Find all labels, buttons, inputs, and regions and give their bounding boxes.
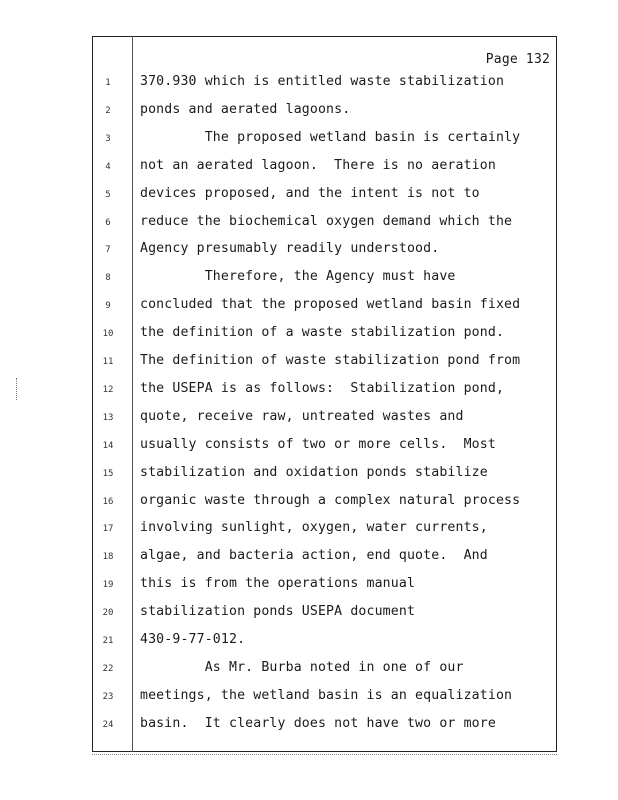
transcript-line (92, 269, 552, 289)
transcript-line (92, 465, 552, 485)
transcript-line (92, 381, 552, 401)
line-number: 22 (102, 663, 114, 674)
transcript-line (92, 186, 552, 206)
transcript-line (92, 214, 552, 234)
line-text: organic waste through a complex natural process (140, 492, 521, 508)
line-text: meetings, the wetland basin is an equalization (140, 687, 513, 703)
line-number: 4 (105, 161, 111, 172)
line-text: 370.930 which is entitled waste stabilization (140, 74, 505, 89)
line-text: this is from the operations manual (140, 576, 416, 592)
line-number: 15 (102, 468, 114, 479)
line-number: 11 (102, 357, 114, 367)
line-number: 3 (105, 133, 111, 144)
transcript-line (92, 241, 552, 261)
transcript-line (92, 520, 552, 540)
line-text: reduce the biochemical oxygen demand which the (140, 213, 513, 229)
line-text: ponds and aerated lagoons. (140, 101, 351, 117)
line-number: 1 (105, 78, 111, 88)
transcript-line (92, 297, 552, 317)
line-text: basin. It clearly does not have two or more (140, 715, 496, 731)
line-number: 19 (102, 580, 114, 591)
line-text: Agency presumably readily understood. (140, 241, 440, 257)
transcript-line (92, 604, 552, 624)
transcript-line (92, 130, 552, 150)
transcript-line (92, 576, 552, 596)
line-number: 24 (102, 719, 114, 730)
line-number: 12 (102, 384, 114, 395)
line-number: 23 (102, 691, 114, 702)
transcript-line (92, 493, 552, 513)
line-number: 18 (102, 552, 114, 563)
line-number: 7 (105, 245, 111, 256)
line-text: not an aerated lagoon. There is no aeration (140, 157, 496, 173)
scan-artifact-mark (16, 378, 19, 400)
line-text: devices proposed, and the intent is not to (140, 185, 480, 201)
transcript-line (92, 437, 552, 457)
line-number: 17 (102, 524, 114, 535)
line-number: 5 (105, 189, 111, 200)
bottom-rule (92, 754, 557, 755)
line-number: 6 (105, 217, 111, 228)
line-number: 14 (102, 440, 114, 451)
line-number: 20 (102, 608, 114, 619)
page-number: Page 132 (485, 52, 550, 67)
transcript-line (92, 688, 552, 708)
transcript-line (92, 158, 552, 178)
line-text: stabilization and oxidation ponds stabilize (140, 464, 488, 480)
line-text: quote, receive raw, untreated wastes and (140, 408, 464, 424)
transcript-line (92, 102, 552, 122)
line-number: 16 (102, 496, 114, 507)
line-text: usually consists of two or more cells. Most (140, 436, 496, 452)
line-number: 21 (102, 636, 114, 646)
line-text: concluded that the proposed wetland basin fixed (140, 297, 521, 313)
transcript-line (92, 716, 552, 736)
line-text: stabilization ponds USEPA document (140, 604, 416, 620)
transcript-line (92, 548, 552, 568)
transcript-line (92, 409, 552, 429)
line-text: As Mr. Burba noted in one of our (140, 659, 464, 675)
transcript-line (92, 660, 552, 680)
line-number: 13 (102, 412, 114, 423)
line-number: 2 (105, 105, 111, 116)
line-text: the USEPA is as follows: Stabilization pond, (140, 380, 505, 396)
transcript-line (92, 325, 552, 345)
transcript-line (92, 632, 552, 652)
transcript-line (92, 353, 552, 373)
line-text: Therefore, the Agency must have (140, 269, 456, 285)
line-text: the definition of a waste stabilization pond. (140, 325, 505, 341)
line-text: algae, and bacteria action, end quote. And (140, 548, 488, 564)
line-text: 430-9-77-012. (140, 632, 246, 647)
line-text: involving sunlight, oxygen, water currents, (140, 520, 488, 536)
transcript-line (92, 74, 552, 94)
line-number: 8 (105, 273, 111, 284)
line-number: 10 (102, 329, 114, 340)
line-text: The proposed wetland basin is certainly (140, 129, 521, 145)
line-number: 9 (105, 301, 111, 312)
line-text: The definition of waste stabilization pond from (140, 353, 521, 368)
